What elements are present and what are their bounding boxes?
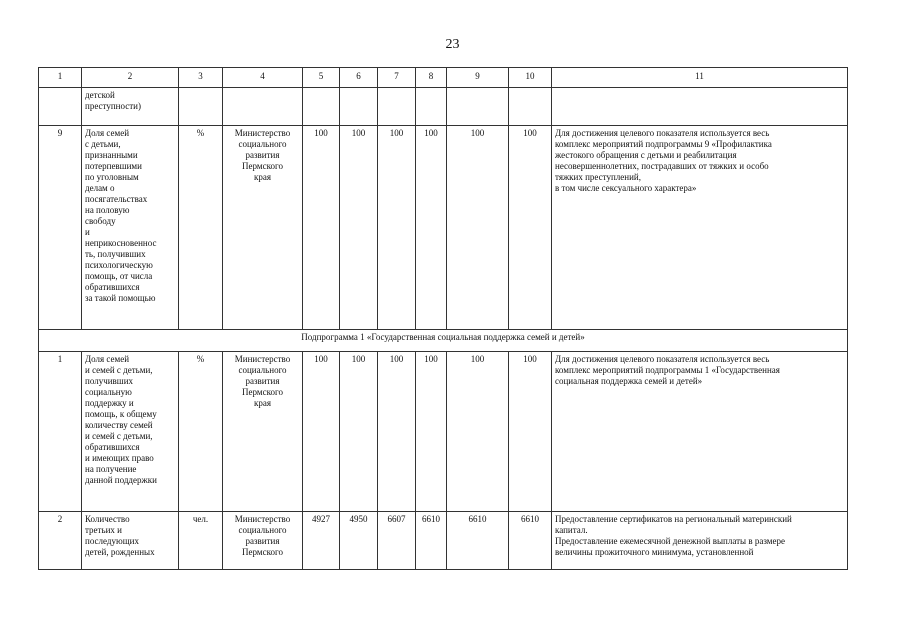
text-line: преступности) xyxy=(85,101,141,111)
cell-v6: 100 xyxy=(509,126,552,330)
text-line: в том числе сексуального характера» xyxy=(555,183,697,193)
cell-v6 xyxy=(509,88,552,126)
text-line: величины прожиточного минимума, установленной xyxy=(555,547,754,557)
text-line: по уголовным xyxy=(85,172,139,182)
text-line: посягательствах xyxy=(85,194,148,204)
text-line: комплекс мероприятий подпрограммы 9 «Профилактика xyxy=(555,139,772,149)
cell-idx: 1 xyxy=(39,352,82,512)
text-line: развития xyxy=(245,536,280,546)
cell-name xyxy=(82,512,179,570)
header-col-2: 2 xyxy=(82,68,179,88)
cell-unit: % xyxy=(179,126,223,330)
text-line: обратившихся xyxy=(85,442,140,452)
text-line: капитал. xyxy=(555,525,588,535)
header-col-6: 6 xyxy=(340,68,378,88)
table-row-2 xyxy=(39,512,848,570)
subprogram-title: Подпрограмма 1 «Государственная социальная поддержка семей и детей» xyxy=(39,330,848,352)
text-line: Доля семей xyxy=(85,128,130,138)
cell-v6: 100 xyxy=(509,352,552,512)
text-line: развития xyxy=(245,376,280,386)
text-line: социальную xyxy=(85,387,132,397)
text-line: Доля семей xyxy=(85,354,130,364)
cell-name xyxy=(82,88,179,126)
text-line: количеству семей xyxy=(85,420,153,430)
cell-v3: 100 xyxy=(378,126,416,330)
text-line: обратившихся xyxy=(85,282,140,292)
cell-org xyxy=(223,126,303,330)
cell-idx xyxy=(39,88,82,126)
cell-v2 xyxy=(340,88,378,126)
text-line: края xyxy=(253,172,271,182)
text-line: третьих и xyxy=(85,525,122,535)
cell-name xyxy=(82,352,179,512)
cell-v1: 4927 xyxy=(303,512,340,570)
cell-v1 xyxy=(303,88,340,126)
cell-desc xyxy=(552,88,848,126)
cell-v2: 100 xyxy=(340,126,378,330)
cell-org xyxy=(223,352,303,512)
cell-v1: 100 xyxy=(303,352,340,512)
text-line: детей, рожденных xyxy=(85,547,155,557)
text-line: последующих xyxy=(85,536,139,546)
header-row xyxy=(39,68,848,88)
text-line: получивших xyxy=(85,376,134,386)
cell-v4: 100 xyxy=(416,126,447,330)
text-line: комплекс мероприятий подпрограммы 1 «Государственная xyxy=(555,365,780,375)
text-line: поддержку и xyxy=(85,398,134,408)
header-col-10: 10 xyxy=(509,68,552,88)
cell-unit: % xyxy=(179,352,223,512)
cell-desc xyxy=(552,126,848,330)
text-line: Предоставление ежемесячной денежной выплаты в размере xyxy=(555,536,785,546)
header-col-11: 11 xyxy=(552,68,848,88)
cell-v2: 4950 xyxy=(340,512,378,570)
text-line: данной поддержки xyxy=(85,475,157,485)
text-line: свободу xyxy=(85,216,116,226)
text-line: Количество xyxy=(85,514,130,524)
text-line: и семей с детьми, xyxy=(85,365,153,375)
cell-v1: 100 xyxy=(303,126,340,330)
text-line: Министерство xyxy=(234,514,291,524)
cell-v4 xyxy=(416,88,447,126)
text-line: неприкосновеннос xyxy=(85,238,157,248)
cell-v3 xyxy=(378,88,416,126)
cell-v6: 6610 xyxy=(509,512,552,570)
header-col-1: 1 xyxy=(39,68,82,88)
cell-v5: 100 xyxy=(447,352,509,512)
cell-desc xyxy=(552,512,848,570)
text-line: психологическую xyxy=(85,260,153,270)
subprogram-row xyxy=(39,330,848,352)
text-line: с детьми, xyxy=(85,139,121,149)
text-line: помощь, к общему xyxy=(85,409,157,419)
cell-name xyxy=(82,126,179,330)
cell-v4: 6610 xyxy=(416,512,447,570)
header-col-9: 9 xyxy=(447,68,509,88)
text-line: и xyxy=(85,227,90,237)
cell-unit xyxy=(179,88,223,126)
text-line: края xyxy=(253,398,271,408)
cell-v5: 100 xyxy=(447,126,509,330)
text-line: делам о xyxy=(85,183,115,193)
cell-v5 xyxy=(447,88,509,126)
text-line: социальная поддержка семей и детей» xyxy=(555,376,703,386)
text-line: развития xyxy=(245,150,280,160)
text-line: детской xyxy=(85,90,115,100)
text-line: жестокого обращения с детьми и реабилитация xyxy=(555,150,737,160)
text-line: и имеющих право xyxy=(85,453,154,463)
table-row-9 xyxy=(39,126,848,330)
cell-v2: 100 xyxy=(340,352,378,512)
cell-desc xyxy=(552,352,848,512)
text-line: Министерство xyxy=(234,354,291,364)
text-line: Пермского xyxy=(242,161,283,171)
text-line: социального xyxy=(238,525,287,535)
cell-v4: 100 xyxy=(416,352,447,512)
page-number: 23 xyxy=(445,37,460,52)
header-col-5: 5 xyxy=(303,68,340,88)
text-line: помощь, от числа xyxy=(85,271,153,281)
text-line: несовершеннолетних, пострадавших от тяжких и особо xyxy=(555,161,769,171)
text-line: социального xyxy=(238,139,287,149)
text-line: Для достижения целевого показателя используется весь xyxy=(555,128,770,138)
header-col-3: 3 xyxy=(179,68,223,88)
text-line: ть, получивших xyxy=(85,249,146,259)
cell-v5: 6610 xyxy=(447,512,509,570)
cell-unit: чел. xyxy=(179,512,223,570)
text-line: Министерство xyxy=(234,128,291,138)
indicators-table xyxy=(38,67,848,570)
text-line: Пермского xyxy=(242,547,283,557)
header-col-8: 8 xyxy=(416,68,447,88)
cell-idx: 2 xyxy=(39,512,82,570)
table-row-1 xyxy=(39,352,848,512)
text-line: Пермского xyxy=(242,387,283,397)
cell-v3: 6607 xyxy=(378,512,416,570)
text-line: на половую xyxy=(85,205,130,215)
text-line: Предоставление сертификатов на региональный материнский xyxy=(555,514,792,524)
header-col-7: 7 xyxy=(378,68,416,88)
text-line: Для достижения целевого показателя используется весь xyxy=(555,354,770,364)
text-line: тяжких преступлений, xyxy=(555,172,641,182)
text-line: на получение xyxy=(85,464,137,474)
cell-org xyxy=(223,512,303,570)
header-col-4: 4 xyxy=(223,68,303,88)
text-line: признанными xyxy=(85,150,138,160)
text-line: за такой помощью xyxy=(85,293,156,303)
text-line: и семей с детьми, xyxy=(85,431,153,441)
table-row-continuation xyxy=(39,88,848,126)
text-line: социального xyxy=(238,365,287,375)
cell-org xyxy=(223,88,303,126)
cell-idx: 9 xyxy=(39,126,82,330)
text-line: потерпевшими xyxy=(85,161,142,171)
cell-v3: 100 xyxy=(378,352,416,512)
